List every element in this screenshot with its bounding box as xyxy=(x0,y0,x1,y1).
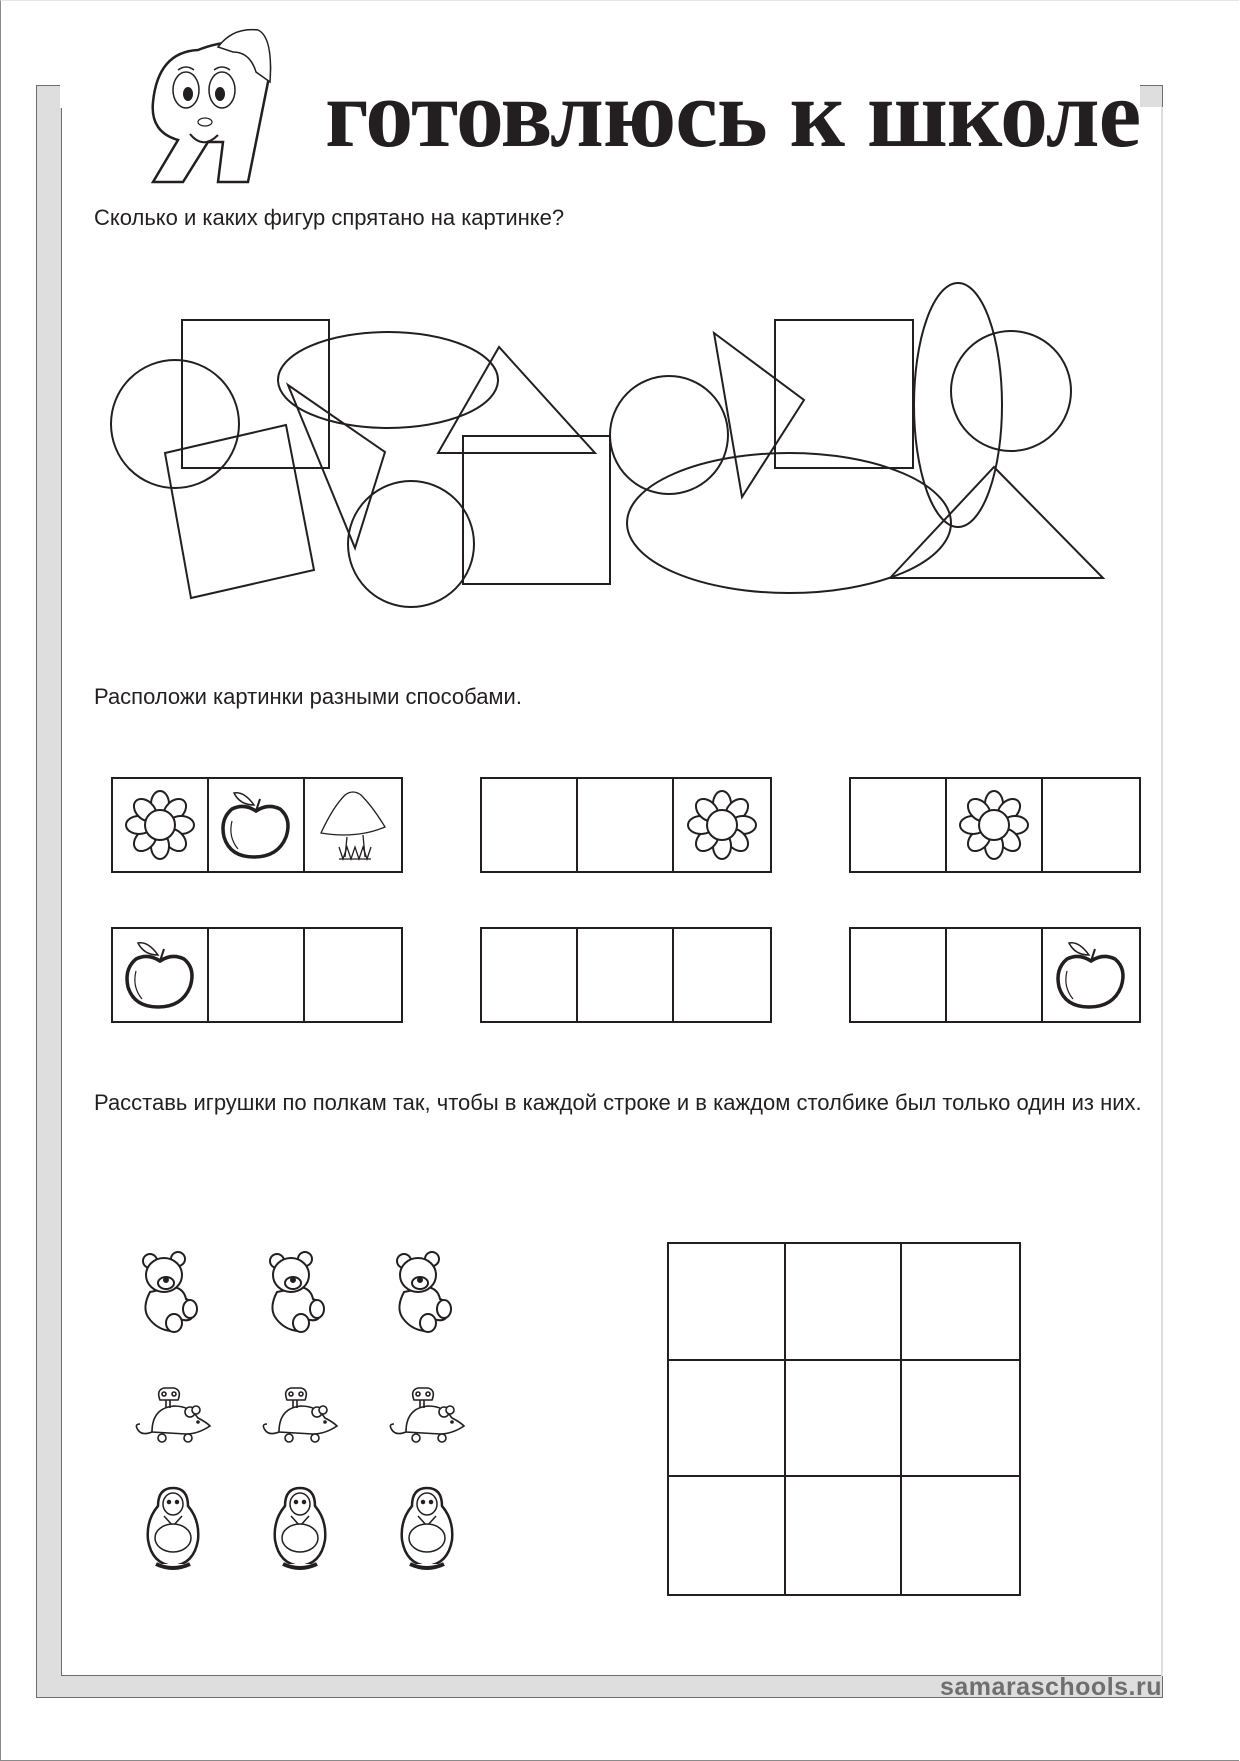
wind-up-mouse-icon[interactable] xyxy=(255,1370,345,1460)
task-3-prompt: Расставь игрушки по полкам так, чтобы в каждой строке и в каждом столбике был только один из них. xyxy=(94,1090,1142,1115)
strip-cell-empty[interactable] xyxy=(305,929,401,1021)
picture-strip xyxy=(111,927,403,1023)
shelf-cell[interactable] xyxy=(902,1477,1019,1594)
strip-cell-empty[interactable] xyxy=(482,779,578,871)
strip-cell-empty[interactable] xyxy=(1043,779,1139,871)
shelf-cell[interactable] xyxy=(669,1477,786,1594)
strip-cell-empty[interactable] xyxy=(851,929,947,1021)
strip-cell-filled xyxy=(674,779,770,871)
strip-cell-empty[interactable] xyxy=(578,929,674,1021)
strip-cell-empty[interactable] xyxy=(674,929,770,1021)
apple-icon xyxy=(1051,935,1131,1015)
picture-strip xyxy=(849,927,1141,1023)
strip-cell-filled xyxy=(947,779,1043,871)
shelf-cell[interactable] xyxy=(786,1361,903,1478)
task-2-prompt: Расположи картинки разными способами. xyxy=(94,684,522,709)
page-title: готовлюсь к школе xyxy=(325,60,1141,167)
matryoshka-icon[interactable] xyxy=(255,1482,345,1572)
site-watermark: samaraschools.ru xyxy=(940,1673,1162,1701)
picture-strip xyxy=(480,927,772,1023)
apple-icon xyxy=(216,785,296,865)
task-1-prompt: Сколько и каких фигур спрятано на картинке? xyxy=(94,205,565,230)
strip-cell-empty[interactable] xyxy=(209,929,305,1021)
strip-cell-empty[interactable] xyxy=(578,779,674,871)
shelf-cell[interactable] xyxy=(786,1477,903,1594)
shelf-grid xyxy=(667,1242,1021,1596)
picture-strip xyxy=(849,777,1141,873)
teddy-bear-icon[interactable] xyxy=(128,1247,218,1337)
wind-up-mouse-icon[interactable] xyxy=(382,1370,472,1460)
flower-icon xyxy=(120,785,200,865)
shelf-cell[interactable] xyxy=(669,1361,786,1478)
matryoshka-icon[interactable] xyxy=(382,1482,472,1572)
strip-cell-empty[interactable] xyxy=(947,929,1043,1021)
shelf-cell[interactable] xyxy=(902,1361,1019,1478)
strip-cell-filled xyxy=(113,779,209,871)
flower-icon xyxy=(682,785,762,865)
matryoshka-icon[interactable] xyxy=(128,1482,218,1572)
shelf-cell[interactable] xyxy=(902,1244,1019,1361)
mushroom-icon xyxy=(313,785,393,865)
shelf-cell[interactable] xyxy=(786,1244,903,1361)
strip-cell-filled xyxy=(305,779,401,871)
strip-cell-empty[interactable] xyxy=(482,929,578,1021)
letter-ya-mascot-icon xyxy=(138,22,308,184)
picture-strip xyxy=(111,777,403,873)
strip-cell-filled xyxy=(209,779,305,871)
strip-cell-filled xyxy=(1043,929,1139,1021)
teddy-bear-icon[interactable] xyxy=(382,1247,472,1337)
picture-strip xyxy=(480,777,772,873)
shelf-cell[interactable] xyxy=(669,1244,786,1361)
wind-up-mouse-icon[interactable] xyxy=(128,1370,218,1460)
strip-cell-filled xyxy=(113,929,209,1021)
apple-icon xyxy=(120,935,200,1015)
flower-icon xyxy=(954,785,1034,865)
strip-cell-empty[interactable] xyxy=(851,779,947,871)
teddy-bear-icon[interactable] xyxy=(255,1247,345,1337)
